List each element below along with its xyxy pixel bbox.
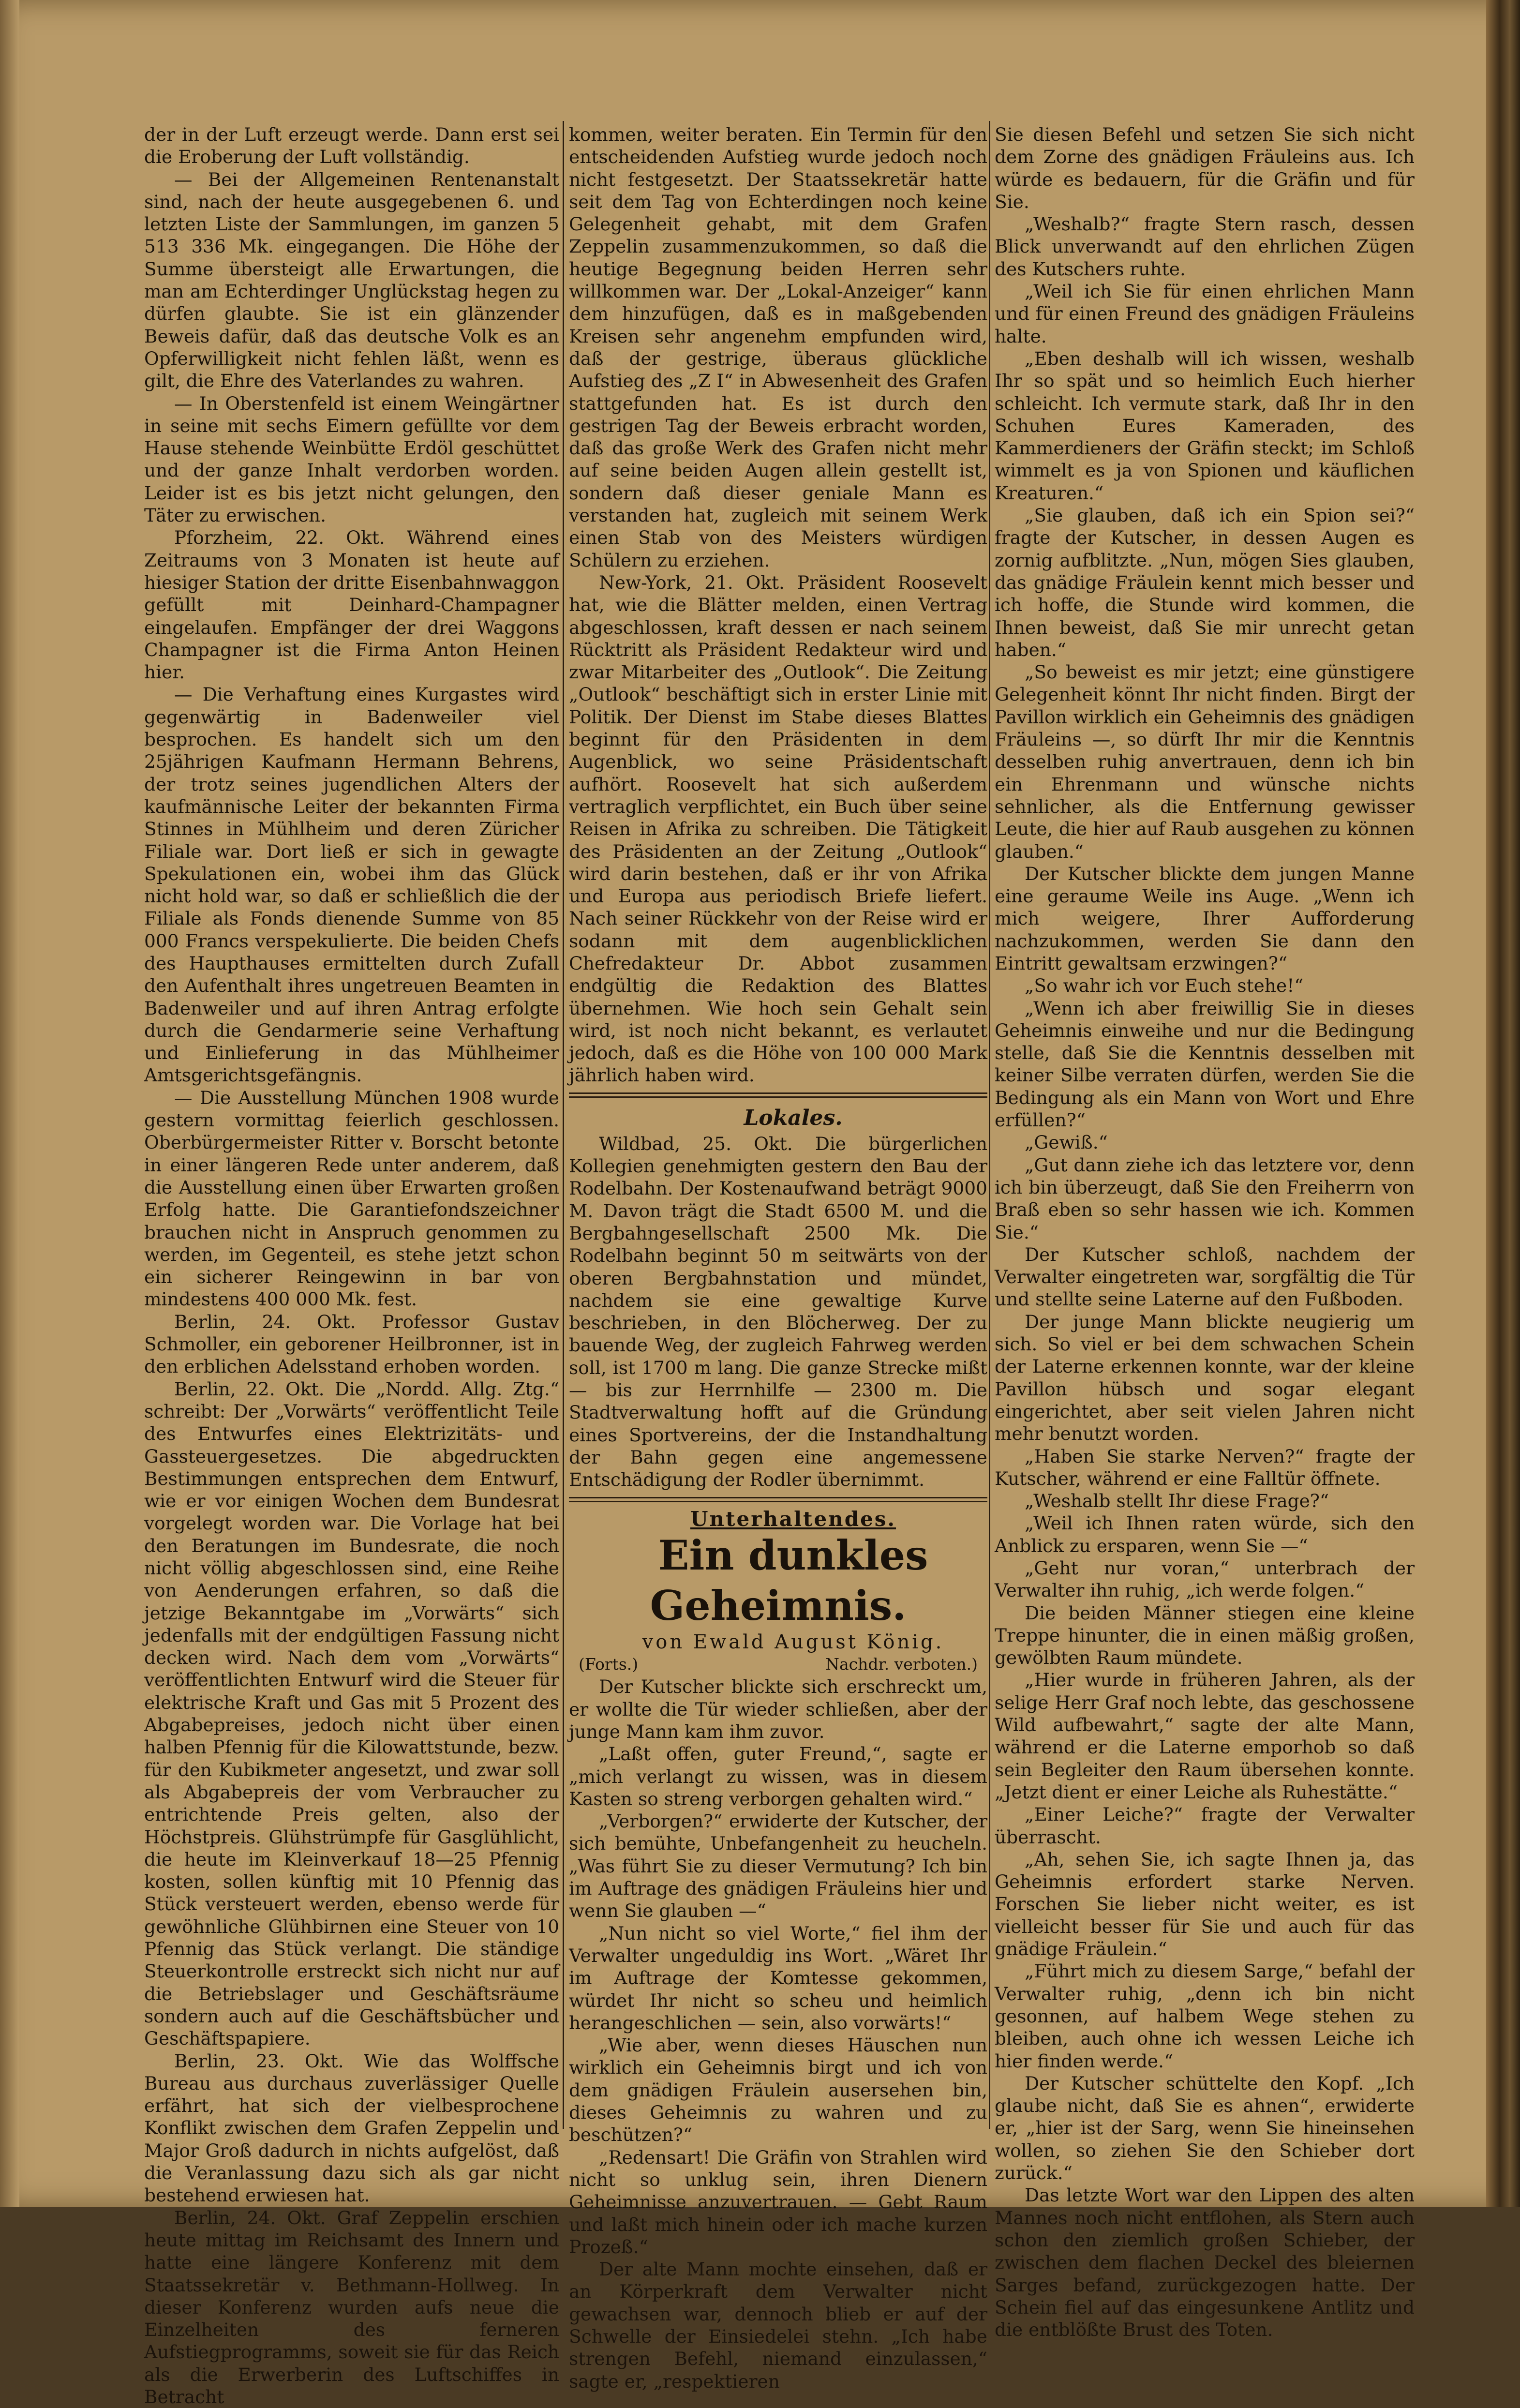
story-paragraph: „Weshalb stellt Ihr diese Frage?“: [1025, 1490, 1329, 1512]
article-paragraph: Wildbad, 25. Okt. Die bürgerlichen Kollegien genehmigten gestern den Bau der Rodelbahn. Der Kostenaufwand beträgt 9000 M. Davon trägt die Stadt 6500 M. und die Bergbahngesellschaft 2500 Mk. Die Rodelbahn beginnt 50 m seitwärts von der oberen Bergbahnstation und mündet, nachdem sie eine gewaltige Kurve beschrieben, in den Blöcherweg. Der zu bauende Weg, der zugleich Fahrweg werden soll, ist 1700 m lang. Die ganze Strecke mißt — bis zur Herrnhilfe — 2300 m. Die Stadtverwaltung hofft auf die Gründung eines Sportvereins, der die Instandhaltung der Bahn gegen eine angemessene Entschädigung der Rodler übernimmt.: [569, 1133, 987, 1491]
article-paragraph: Berlin, 24. Okt. Professor Gustav Schmoller, ein geborener Heilbronner, ist in den erblichen Adelsstand erhoben worden.: [144, 1311, 559, 1377]
story-paragraph: „Gewiß.“: [1025, 1132, 1108, 1153]
article-paragraph: — Die Verhaftung eines Kurgastes wird gegenwärtig in Badenweiler viel besprochen. Es handelt sich um den 25jährigen Kaufmann Hermann Behrens, der trotz seines jugendlichen Alters der kaufmännische Leiter der bekannten Firma Stinnes in Mühlheim und deren Züricher Filiale war. Dort ließ er sich in gewagte Spekulationen ein, wobei ihm das Glück nicht hold war, so daß er schließlich die der Filiale als Fonds dienende Summe von 85 000 Francs verspekulierte. Die beiden Chefs des Haupthauses ermittelten durch Zufall den Aufenthalt ihres ungetreuen Beamten in Badenweiler und auf ihren Antrag erfolgte durch die Gendarmerie seine Verhaftung und Einlieferung in das Mühlheimer Amtsgerichtsgefängnis.: [144, 684, 559, 1086]
story-paragraph: „Sie glauben, daß ich ein Spion sei?“ fragte der Kutscher, in dessen Augen es zornig aufblitzte. „Nun, mögen Sies glauben, das gnädige Fräulein kennt mich besser und ich hoffe, die Stunde wird kommen, die Ihnen beweist, daß Sie mir unrecht getan haben.“: [995, 505, 1415, 660]
article-paragraph: der in der Luft erzeugt werde. Dann erst sei die Eroberung der Luft vollständig.: [144, 124, 559, 168]
continuation-note: (Forts.): [579, 1655, 639, 1674]
story-byline: von Ewald August König.: [642, 1630, 944, 1653]
story-notes: [569, 1653, 987, 1675]
story-title: Ein dunkles Geheimnis.: [650, 1531, 928, 1630]
story-paragraph: „Eben deshalb will ich wissen, weshalb Ihr so spät und so heimlich Euch hierher schleicht. Ich vermute stark, daß Ihr in den Schuhen Eures Kameraden, des Kammerdieners der Gräfin steckt; im Schloß wimmelt es ja von Spionen und käuflichen Kreaturen.“: [995, 347, 1415, 504]
book-binding: [1486, 0, 1520, 2207]
story-paragraph: „Redensart! Die Gräfin von Strahlen wird nicht so unklug sein, ihren Dienern Geheimnisse anzuvertrauen. — Gebt Raum und laßt mich hinein oder ich mache kurzen Prozeß.“: [569, 2146, 987, 2258]
story-paragraph: „Weil ich Sie für einen ehrlichen Mann und für einen Freund des gnädigen Fräuleins halte.: [995, 281, 1415, 347]
story-paragraph: Das letzte Wort war den Lippen des alten Mannes noch nicht entflohen, als Stern auch schon den ziemlich großen Schieber, der zwischen dem flachen Deckel des bleiernen Sarges befand, zurückgezogen hatte. Der Schein fiel auf das eingesunkene Antlitz und die entblößte Brust des Toten.: [995, 2184, 1415, 2341]
article-paragraph: kommen, weiter beraten. Ein Termin für den entscheidenden Aufstieg wurde jedoch noch nicht festgesetzt. Der Staatssekretär hatte seit dem Tag von Echterdingen noch keine Gelegenheit gehabt, mit dem Grafen Zeppelin zusammenzukommen, so daß die heutige Begegnung beiden Herren sehr willkommen war. Der „Lokal-Anzeiger“ kann dem hinzufügen, daß es in maßgebenden Kreisen sehr angenehm empfunden wird, daß der gestrige, überaus glückliche Aufstieg des „Z I“ in Abwesenheit des Grafen stattgefunden hat. Es ist durch den gestrigen Tag der Beweis erbracht worden, daß das große Werk des Grafen nicht mehr auf seine beiden Augen allein gestellt ist, sondern daß dieser geniale Mann es verstanden hat, zugleich mit seinem Werk einen Stab von des Meisters würdigen Schülern zu erziehen.: [569, 124, 987, 571]
article-paragraph: — In Oberstenfeld ist einem Weingärtner in seine mit sechs Eimern gefüllte vor dem Hause stehende Weinbütte Erdöl geschüttet und der ganze Inhalt verdorben worden. Leider ist es bis jetzt nicht gelungen, den Täter zu erwischen.: [144, 392, 559, 526]
article-paragraph: New-York, 21. Okt. Präsident Roosevelt hat, wie die Blätter melden, einen Vertrag abgeschlossen, kraft dessen er nach seinem Rücktritt als Präsident Redakteur wird und zwar Mitarbeiter des „Outlook“. Die Zeitung „Outlook“ beschäftigt sich in erster Linie mit Politik. Der Dienst im Stabe dieses Blattes beginnt für den Präsidenten in dem Augenblick, wo seine Präsidentschaft aufhört. Roosevelt hat sich außerdem vertraglich verpflichtet, ein Buch über seine Reisen in Afrika zu schreiben. Die Tätigkeit des Präsidenten an der Zeitung „Outlook“ wird darin bestehen, daß er ihr von Afrika und Europa aus periodisch Briefe liefert. Nach seiner Rückkehr von der Reise wird er sodann mit dem augenblicklichen Chefredakteur Dr. Abbot zusammen endgültig die Redaktion des Blattes übernehmen. Wie hoch sein Gehalt sein wird, ist noch nicht bekannt, es verlautet jedoch, daß es die Höhe von 100 000 Mark jährlich haben wird.: [569, 571, 987, 1086]
story-paragraph: „Laßt offen, guter Freund,“, sagte er „mich verlangt zu wissen, was in diesem Kasten so streng verborgen gehalten wird.“: [569, 1743, 987, 1810]
story-paragraph: „Hier wurde in früheren Jahren, als der selige Herr Graf noch lebte, das geschossene Wild aufbewahrt,“ sagte der alte Mann, während er die Laterne emporhob so daß sein Begleiter den Raum übersehen konnte. „Jetzt dient er einer Leiche als Ruhestätte.“: [995, 1669, 1415, 1803]
story-paragraph: „Weil ich Ihnen raten würde, sich den Anblick zu ersparen, wenn Sie —“: [995, 1512, 1415, 1556]
story-paragraph: Der junge Mann blickte neugierig um sich. So viel er bei dem schwachen Schein der Laterne erkennen konnte, war der kleine Pavillon hübsch und sogar elegant eingerichtet, aber seit vielen Jahren nicht mehr benutzt worden.: [995, 1311, 1415, 1445]
story-paragraph: Der Kutscher blickte sich erschreckt um, er wollte die Tür wieder schließen, aber der junge Mann kam ihm zuvor.: [569, 1676, 987, 1742]
story-paragraph: „So wahr ich vor Euch stehe!“: [1025, 975, 1304, 997]
section-heading-lokales: Lokales.: [744, 1105, 843, 1130]
story-paragraph: Der Kutscher schüttelte den Kopf. „Ich glaube nicht, daß Sie es ahnen“, erwiderte er, „hier ist der Sarg, wenn Sie hineinsehen wollen, so ziehen Sie den Schieber dort zurück.“: [995, 2072, 1415, 2184]
story-paragraph: „Haben Sie starke Nerven?“ fragte der Kutscher, während er eine Falltür öffnete.: [995, 1445, 1415, 1489]
story-paragraph: „Einer Leiche?“ fragte der Verwalter überrascht.: [995, 1804, 1415, 1848]
column-rule: [989, 121, 990, 2129]
story-paragraph: „So beweist es mir jetzt; eine günstigere Gelegenheit könnt Ihr nicht finden. Birgt der Pavillon wirklich ein Geheimnis des gnädigen Fräuleins —, so dürft Ihr mir die Kenntnis desselben ruhig anvertrauen, denn ich bin ein Ehrenmann und wünsche nichts sehnlicher, als die Entfernung gewisser Leute, die hier auf Raub ausgehen zu können glauben.“: [995, 661, 1415, 862]
story-paragraph: „Weshalb?“ fragte Stern rasch, dessen Blick unverwandt auf den ehrlichen Zügen des Kutschers ruhte.: [995, 213, 1415, 280]
section-divider: [569, 1497, 987, 1502]
column-1: [144, 123, 559, 2408]
article-paragraph: Berlin, 22. Okt. Die „Nordd. Allg. Ztg.“ schreibt: Der „Vorwärts“ veröffentlicht Teile des Entwurfes eines Elektrizitäts- und Gassteuergesetzes. Die abgedruckten Bestimmungen entsprechen dem Entwurf, wie er vor einigen Wochen dem Bundesrat vorgelegt worden war. Die Vorlage hat bei den Beratungen im Bundesrate, die noch nicht völlig abgeschlossen sind, eine Reihe von Aenderungen erfahren, so daß die jetzige Bekanntgabe im „Vorwärts“ sich jedenfalls mit der endgültigen Fassung nicht decken wird. Nach dem vom „Vorwärts“ veröffentlichten Entwurf wird die Steuer für elektrische Kraft und Gas mit 5 Prozent des Abgabepreises, jedoch nicht über einen halben Pfennig für die Kilowattstunde, bezw. für den Kubikmeter angesetzt, und zwar soll als Abgabepreis der vom Verbraucher zu entrichtende Preis gelten, also der Höchstpreis. Glühstrümpfe für Gasglühlicht, die heute im Kleinverkauf 18—25 Pfennig kosten, sollen künftig mit 10 Pfennig das Stück versteuert werden, ebenso werde für gewöhnliche Glühbirnen eine Steuer von 10 Pfennig das Stück verlangt. Die ständige Steuerkontrolle erstreckt sich nicht nur auf die Betriebslager und Geschäftsräume sondern auch auf die Geschäftsbücher und Geschäftspapiere.: [144, 1378, 559, 2049]
article-paragraph: Berlin, 23. Okt. Wie das Wolffsche Bureau aus durchaus zuverlässiger Quelle erfährt, hat sich der vielbesprochene Konflikt zwischen dem Grafen Zeppelin und Major Groß dadurch in nichts aufgelöst, daß die Veranlassung dazu sich als gar nicht bestehend erwiesen hat.: [144, 2050, 559, 2206]
story-paragraph: „Nun nicht so viel Worte,“ fiel ihm der Verwalter ungeduldig ins Wort. „Wäret Ihr im Auftrage der Komtesse gekommen, würdet Ihr nicht so scheu und heimlich herangeschlichen — sein, also vorwärts!“: [569, 1922, 987, 2034]
story-paragraph: Die beiden Männer stiegen eine kleine Treppe hinunter, die in einen mäßig großen, gewölbten Raum mündete.: [995, 1602, 1415, 1669]
story-paragraph: Der Kutscher blickte dem jungen Manne eine geraume Weile ins Auge. „Wenn ich mich weigere, Ihrer Aufforderung nachzukommen, werden Sie dann den Eintritt gewaltsam erzwingen?“: [995, 863, 1415, 974]
story-paragraph: „Gut dann ziehe ich das letztere vor, denn ich bin überzeugt, daß Sie den Freiherrn von Braß eben so sehr hassen wie ich. Kommen Sie.“: [995, 1154, 1415, 1243]
story-paragraph: Sie diesen Befehl und setzen Sie sich nicht dem Zorne des gnädigen Fräuleins aus. Ich würde es bedauern, für die Gräfin und für Sie.: [995, 124, 1415, 212]
column-2: [569, 123, 987, 2393]
article-paragraph: — Die Ausstellung München 1908 wurde gestern vormittag feierlich geschlossen. Oberbürgermeister Ritter v. Borscht betonte in einer längeren Rede unter anderem, daß die Ausstellung einen über Erwarten großen Erfolg hatte. Die Garantiefondszeichner brauchen nicht in Anspruch genommen zu werden, im Gegenteil, es stehe jetzt schon ein sicherer Reingewinn in bar von mindestens 400 000 Mk. fest.: [144, 1087, 559, 1310]
article-paragraph: Berlin, 24. Okt. Graf Zeppelin erschien heute mittag im Reichsamt des Innern und hatte eine längere Konferenz mit dem Staatssekretär v. Bethmann-Hollweg. In dieser Konferenz wurden aufs neue die Einzelheiten des ferneren Aufstiegprogramms, soweit sie für das Reich als die Erwerberin des Luftschiffes in Betracht: [144, 2207, 559, 2408]
page-left-edge: [0, 0, 19, 2207]
story-paragraph: Der alte Mann mochte einsehen, daß er an Körperkraft dem Verwalter nicht gewachsen war, dennoch blieb er auf der Schwelle der Einsiedelei stehn. „Ich habe strengen Befehl, niemand einzulassen,“ sagte er, „respektieren: [569, 2258, 987, 2392]
story-paragraph: „Verborgen?“ erwiderte der Kutscher, der sich bemühte, Unbefangenheit zu heucheln. „Was führt Sie zu dieser Vermutung? Ich bin im Auftrage des gnädigen Fräuleins hier und wenn Sie glauben —“: [569, 1810, 987, 1922]
story-paragraph: „Führt mich zu diesem Sarge,“ befahl der Verwalter ruhig, „denn ich bin nicht gesonnen, auf halbem Wege stehen zu bleiben, auch ohne ich wessen Leiche ich hier finden werde.“: [995, 1960, 1415, 2072]
column-rule: [563, 121, 564, 2129]
reprint-notice: Nachdr. verboten.): [825, 1655, 978, 1674]
story-paragraph: Der Kutscher schloß, nachdem der Verwalter eingetreten war, sorgfältig die Tür und stellte seine Laterne auf den Fußboden.: [995, 1243, 1415, 1310]
article-paragraph: — Bei der Allgemeinen Rentenanstalt sind, nach der heute ausgegebenen 6. und letzten Liste der Sammlungen, im ganzen 5 513 336 Mk. eingegangen. Die Höhe der Summe übersteigt alle Erwartungen, die man am Echterdinger Unglückstag hegen zu dürfen glaubte. Sie ist ein glänzender Beweis dafür, daß das deutsche Volk es an Opferwilligkeit nicht fehlen läßt, wenn es gilt, die Ehre des Vaterlandes zu wahren.: [144, 168, 559, 392]
article-paragraph: Pforzheim, 22. Okt. Während eines Zeitraums von 3 Monaten ist heute auf hiesiger Station der dritte Eisenbahnwaggon gefüllt mit Deinhard-Champagner eingelaufen. Empfänger der drei Waggons Champagner ist die Firma Anton Heinen hier.: [144, 527, 559, 683]
story-paragraph: „Wenn ich aber freiwillig Sie in dieses Geheimnis einweihe und nur die Bedingung stelle, daß Sie die Kenntnis desselben mit keiner Silbe verraten dürfen, werden Sie die Bedingung als ein Mann von Wort und Ehre erfüllen?“: [995, 997, 1415, 1131]
story-paragraph: „Ah, sehen Sie, ich sagte Ihnen ja, das Geheimnis erfordert starke Nerven. Forschen Sie lieber nicht weiter, es ist vielleicht besser für Sie und auch für das gnädige Fräulein.“: [995, 1848, 1415, 1960]
section-divider: [569, 1092, 987, 1098]
section-heading-unterhaltendes: Unterhaltendes.: [690, 1507, 896, 1531]
column-3: [995, 123, 1415, 2341]
story-paragraph: „Wie aber, wenn dieses Häuschen nun wirklich ein Geheimnis birgt und ich von dem gnädigen Fräulein ausersehen bin, dieses Geheimnis zu wahren und zu beschützen?“: [569, 2034, 987, 2146]
story-paragraph: „Geht nur voran,“ unterbrach der Verwalter ihn ruhig, „ich werde folgen.“: [995, 1557, 1415, 1601]
